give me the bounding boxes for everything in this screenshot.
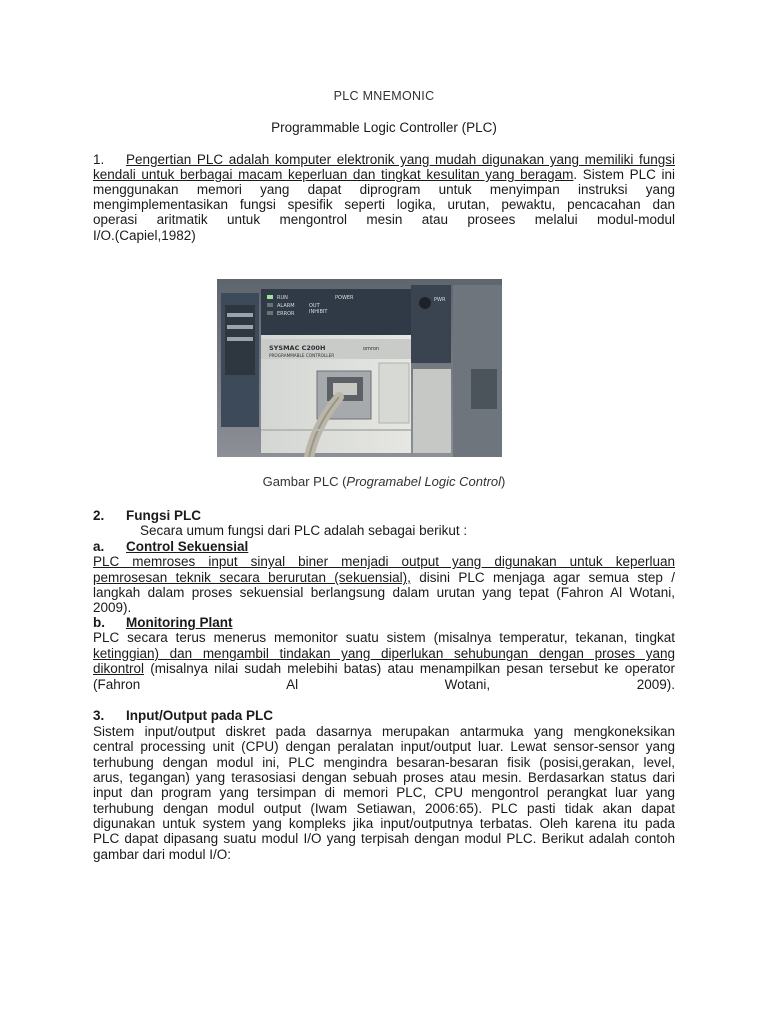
s3-line-4: arus, tegangan) yang terasosiasi dengan sebuah proses atau mesin. Berdasarkan status dari [93,770,675,785]
caption-italic: Programabel Logic Control [346,474,502,489]
s1-line-2 [93,167,675,183]
label-error: ERROR [277,311,295,317]
s2a-line-3: langkah dalam proses sekuensial berlangsung dalam urutan yang tepat (Fahron Al Wotani, [93,585,675,600]
caption-prefix: Gambar PLC ( [262,474,347,489]
label-inhibit: INHIBIT [309,309,328,315]
s1-number: 1. [93,152,105,167]
s3-heading-line [93,708,675,724]
label-brand: SYSMAC C200H [269,344,326,352]
s2b-line-3 [93,661,675,677]
document-title: PLC MNEMONIC [333,89,435,103]
s2a-underlined: pemrosesan teknik secara berurutan (sekuensial), [93,570,411,585]
s3-line-5: input dan program yang tersimpan di memori PLC, CPU mengontrol perangkat luar yang [93,785,675,800]
s2a-line-2 [93,570,675,586]
s1-line-6: I/O.(Capiel,1982) [93,228,196,243]
s3-line-7: digunakan untuk system yang kompleks jika input/outputnya terbatas. Oleh karena itu pada [93,816,675,831]
s1-line-3: menggunakan memori yang dapat diprogram untuk menyimpan instruksi yang [93,182,675,197]
s1-line-1 [93,152,675,168]
s2b-heading: Monitoring Plant [126,615,233,630]
s1-text: . Sistem PLC ini [573,167,675,182]
s2a-heading-line [93,539,675,555]
s2a-heading: Control Sekuensial [126,539,249,554]
label-alarm: ALARM [277,303,295,309]
s3-line-3: terhubung dengan modul ini, PLC mengindra besaran-besaran fisik (posisi,gerakan, level, [93,755,675,770]
label-power: POWER [335,295,354,301]
figure-caption [93,474,675,490]
s2-heading-line [93,508,675,524]
s1-line-5: operasi aritmatik untuk mengontrol mesin atau prosees melalui modul-modul [93,212,675,227]
s1-line-4: mengimplementasikan fungsi spesifik seperti logika, urutan, pewaktu, pencacahan dan [93,197,675,212]
s3-line-9: gambar dari modul I/O: [93,847,232,862]
s3-line-1: Sistem input/output diskret pada dasarnya merupakan antarmuka yang mengkoneksikan [93,724,675,739]
plc-illustration [217,279,502,457]
s2b-heading-line [93,615,675,631]
s2a-line-1: PLC memroses input sinyal biner menjadi output yang digunakan untuk keperluan [93,554,675,569]
s2-number: 2. [93,508,105,523]
s2a-text: disini PLC menjaga agar semua step / [410,570,675,585]
s2a-line-4: 2009). [93,600,132,615]
caption-suffix: ) [501,474,506,489]
s3-number: 3. [93,708,105,723]
s3-heading: Input/Output pada PLC [126,708,273,723]
document-subtitle: Programmable Logic Controller (PLC) [271,120,497,135]
s2b-line-4: (Fahron Al Wotani, 2009). [93,677,675,692]
s2b-line-1: PLC secara terus menerus memonitor suatu sistem (misalnya temperatur, tekanan, tingkat [93,630,675,645]
s2b-text: (misalnya nilai sudah melebihi batas) atau menampilkan pesan tersebut ke operator [144,661,675,676]
s3-line-6: terhubung dengan modul output (Iwam Setiawan, 2006:65). PLC pasti tidak akan dapat [93,801,675,816]
s2b-underlined: dikontrol [93,661,145,676]
s3-line-8: PLC dapat dipasang suatu modul I/O yang terpisah dengan modul PLC. Berikut adalah contoh [93,831,675,846]
label-controller: PROGRAMMABLE CONTROLLER [269,353,335,358]
s2-heading: Fungsi PLC [126,508,201,523]
label-omron: omron [363,346,380,352]
label-pwr: PWR [434,297,446,303]
plc-photo [217,279,502,457]
s2-intro: Secara umum fungsi dari PLC adalah sebagai berikut : [140,523,468,538]
label-run: RUN [277,295,288,301]
s2a-label: a. [93,539,105,554]
s1-definition-cont: kendali untuk berbagai macam keperluan dan tingkat kesulitan yang beragam [93,167,574,182]
s3-line-2: central processing unit (CPU) dengan peralatan input/output luar. Lewat sensor-sensor yang [93,739,675,754]
label-out: OUT [309,303,320,309]
s1-definition: Pengertian PLC adalah komputer elektronik yang mudah digunakan yang memiliki fungsi [126,152,675,167]
s2b-line-2: ketinggian) dan mengambil tindakan yang diperlukan sehubungan dengan proses yang [93,646,675,661]
s2b-label: b. [93,615,105,630]
